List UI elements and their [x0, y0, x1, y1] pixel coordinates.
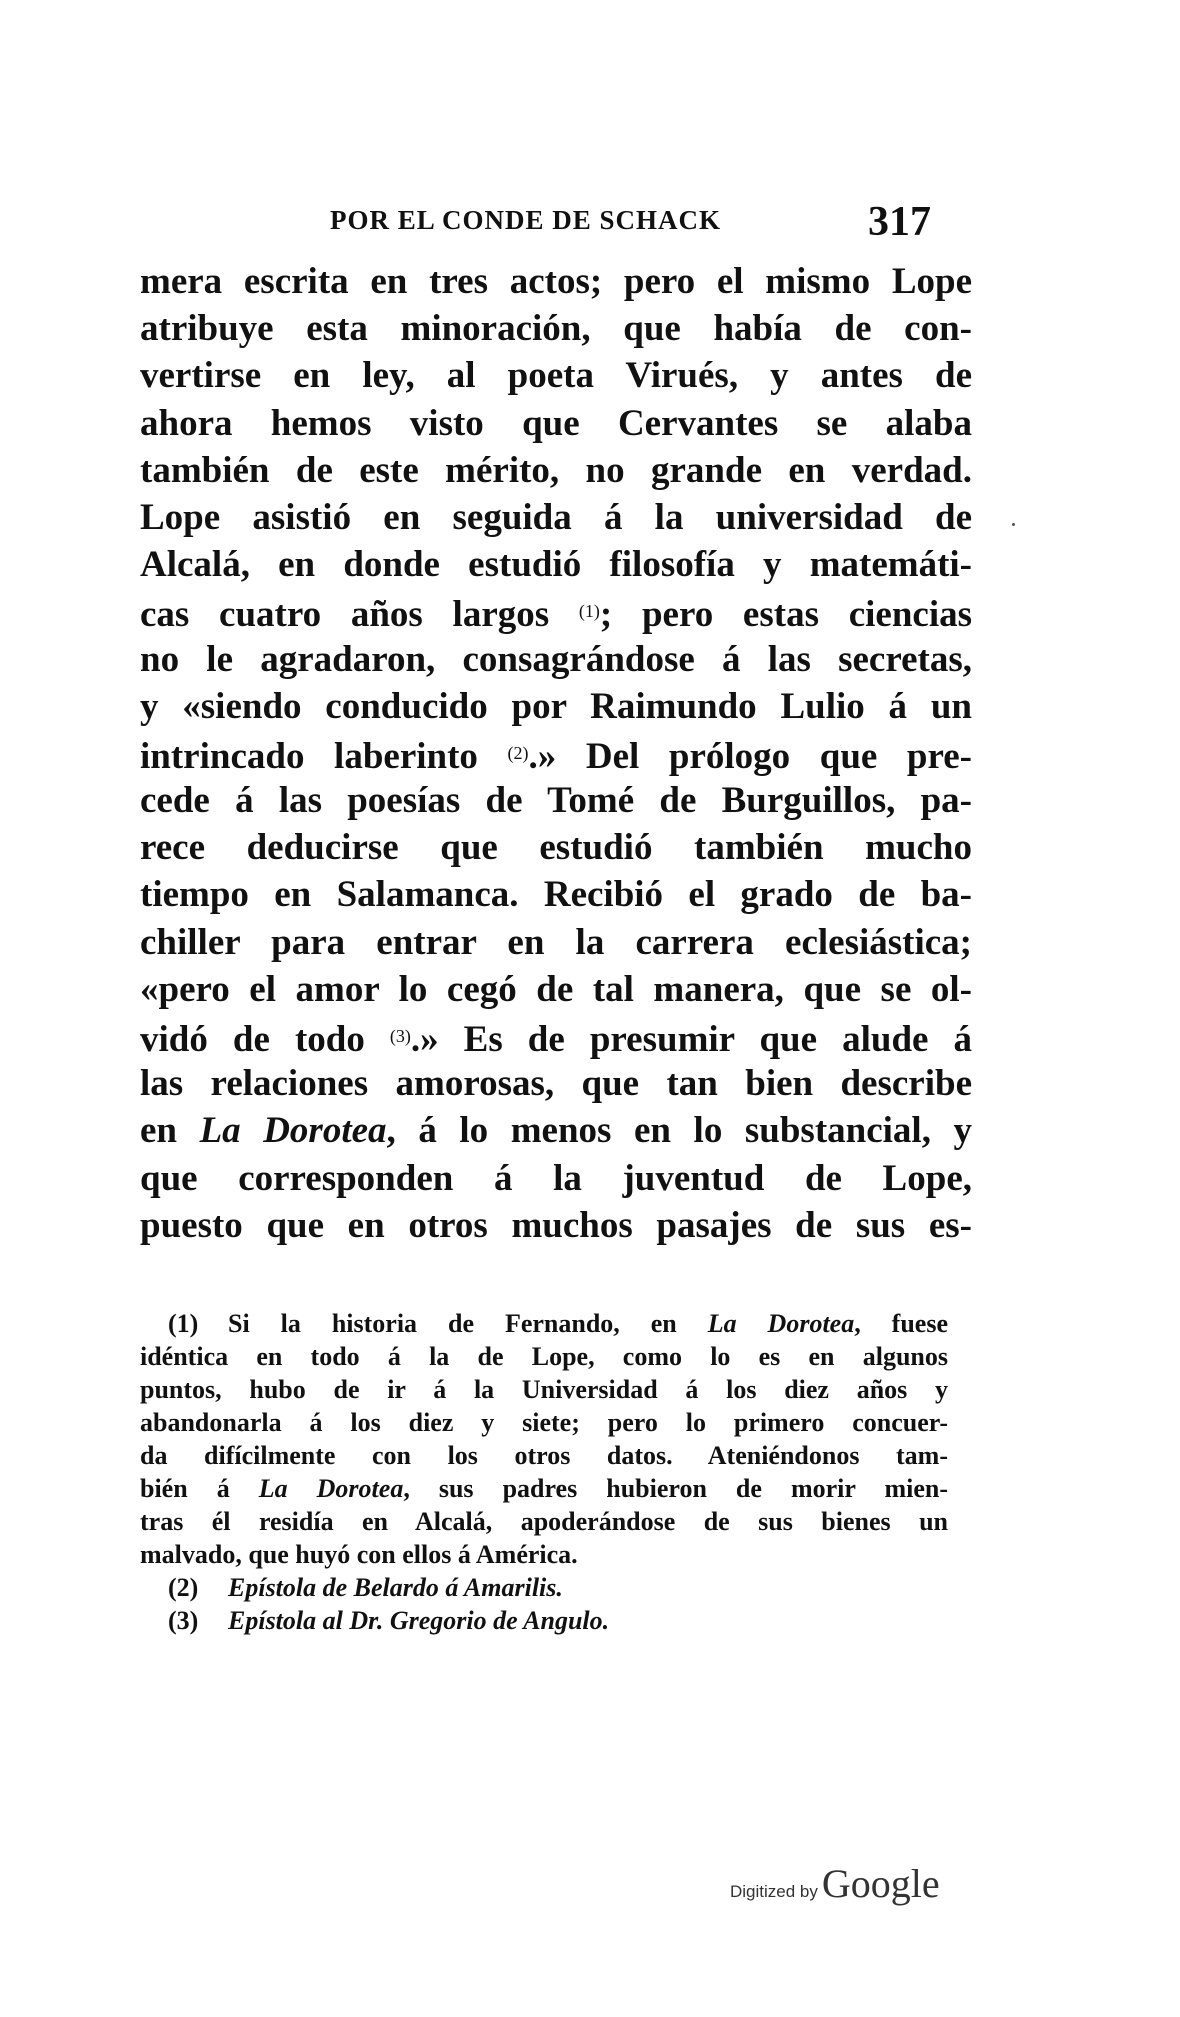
footnote-line: da difícilmente con los otros datos. Ateniéndonos tam- [140, 1441, 948, 1470]
running-title: POR EL CONDE DE SCHACK [330, 205, 722, 235]
footnote-marker-2: (2) [168, 1573, 199, 1602]
text-line: y «siendo conducido por Raimundo Lulio á un [140, 685, 972, 727]
text-segment: ; pero estas ciencias [599, 594, 973, 636]
text-line: atribuye esta minoración, que había de con- [140, 308, 972, 350]
footnote-reference-1[interactable]: (1) [578, 601, 600, 622]
text-segment: intrincado laberinto [140, 735, 478, 777]
text-line: no le agradaron, consagrándose á las secretas, [140, 638, 972, 680]
text-line [140, 1107, 972, 1154]
footnote-line: idéntica en todo á la de Lope, como lo es en algunos [140, 1342, 948, 1371]
text-line: también de este mérito, no grande en verdad. [140, 449, 972, 491]
footnote-reference-2[interactable]: (2) [507, 742, 529, 763]
text-segment: en [140, 1110, 177, 1152]
text-line: mera escrita en tres actos; pero el mismo Lope [140, 261, 972, 302]
footnote-2 [140, 1571, 948, 1604]
footnote-3 [140, 1604, 948, 1637]
text-segment: cas cuatro años largos [140, 594, 550, 636]
body-text [140, 258, 972, 1249]
text-line [140, 588, 972, 635]
digitized-by-watermark [730, 1860, 940, 1907]
scan-speck [1012, 523, 1015, 526]
text-line: puesto que en otros muchos pasajes de sus es- [140, 1204, 972, 1246]
footnote-marker-3: (3) [168, 1606, 199, 1635]
text-line: «pero el amor lo cegó de tal manera, que se ol- [140, 968, 972, 1010]
footnote-marker-1: (1) [168, 1309, 199, 1338]
text-line: ahora hemos visto que Cervantes se alaba [140, 402, 972, 444]
text-segment: , á lo menos en lo substancial, y [386, 1110, 973, 1152]
footnote-line [140, 1307, 948, 1340]
text-line: Lope asistió en seguida á la universidad de [140, 496, 972, 538]
text-line [140, 730, 972, 777]
footnote-line: tras él residía en Alcalá, apoderándose de sus bienes un [140, 1507, 948, 1536]
text-segment: .» Es de presumir que alude á [410, 1019, 972, 1060]
footnote-reference-3[interactable]: (3) [389, 1026, 411, 1046]
footnote-line [140, 1472, 948, 1505]
footnote-line: puntos, hubo de ir á la Universidad á los diez años y [140, 1375, 948, 1404]
watermark-prefix: Digitized by [730, 1882, 818, 1901]
text-segment: , fuese [854, 1309, 948, 1338]
footnote-text: Epístola al Dr. Gregorio de Angulo. [228, 1606, 610, 1635]
google-logo: Google [821, 1861, 940, 1906]
text-line [140, 1013, 972, 1060]
work-title: La Dorotea [707, 1309, 855, 1338]
text-segment: vidó de todo [140, 1019, 365, 1060]
work-title: La Dorotea [258, 1474, 404, 1503]
work-title: La Dorotea [199, 1110, 387, 1152]
text-line: cede á las poesías de Tomé de Burguillos, pa- [140, 780, 972, 822]
page-number: 317 [868, 199, 931, 245]
text-line: que corresponden á la juventud de Lope, [140, 1157, 972, 1199]
text-segment: .» Del prólogo que pre- [528, 735, 973, 777]
text-line: chiller para entrar en la carrera eclesiástica; [140, 921, 972, 963]
text-line: vertirse en ley, al poeta Virués, y antes de [140, 355, 972, 397]
footnotes [140, 1307, 948, 1637]
text-segment: bién á [140, 1474, 230, 1503]
text-segment: Si la historia de Fernando, en [228, 1309, 677, 1338]
text-line: tiempo en Salamanca. Recibió el grado de ba- [140, 874, 972, 916]
text-segment: , sus padres hubieron de morir mien- [403, 1474, 949, 1503]
text-line: rece deducirse que estudió también mucho [140, 827, 972, 869]
footnote-text: Epístola de Belardo á Amarilis. [228, 1573, 563, 1602]
text-line: Alcalá, en donde estudió filosofía y matemáti- [140, 544, 972, 586]
footnote-line: abandonarla á los diez y siete; pero lo primero concuer- [140, 1408, 948, 1437]
footnote-line: malvado, que huyó con ellos á América. [140, 1540, 578, 1569]
text-line: las relaciones amorosas, que tan bien describe [140, 1063, 972, 1105]
